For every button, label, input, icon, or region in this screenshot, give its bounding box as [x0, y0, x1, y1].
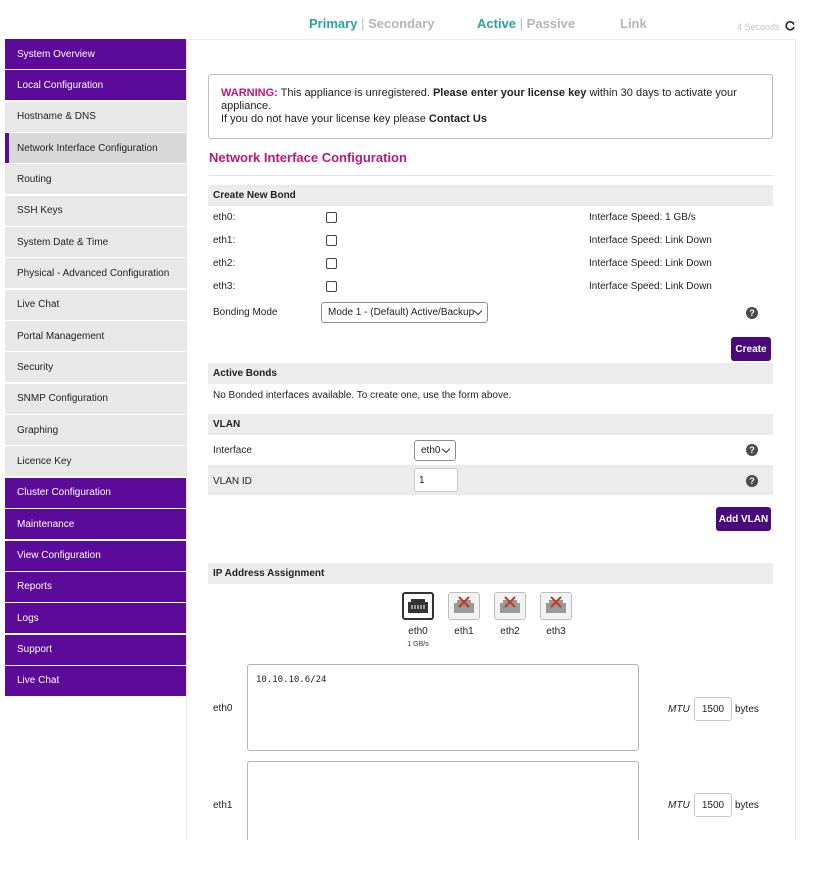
primary-secondary-status: [309, 16, 435, 31]
sidebar-item-label: Licence Key: [17, 455, 72, 467]
content-frame-top: [186, 39, 796, 40]
sidebar-item-label: Security: [17, 361, 54, 373]
sidebar-item-label: Hostname & DNS: [17, 111, 96, 123]
warning-label: WARNING:: [221, 87, 278, 99]
sidebar-item-label: Graphing: [17, 424, 59, 436]
sidebar-item-system-overview[interactable]: [5, 39, 186, 69]
port-eth3-button[interactable]: [540, 592, 572, 620]
sidebar-item-maintenance[interactable]: [5, 509, 186, 539]
sidebar-item-label: Support: [17, 644, 53, 656]
bonding-mode-select[interactable]: [321, 302, 488, 323]
sidebar-item-label: Local Configuration: [17, 79, 104, 91]
sidebar-item-label: SNMP Configuration: [17, 393, 108, 405]
passive-label: Passive: [526, 16, 576, 31]
sidebar-item-live-chat-sub[interactable]: [5, 290, 186, 320]
ip-row-label: eth1: [213, 800, 233, 811]
sidebar-item-live-chat[interactable]: [5, 666, 186, 696]
help-icon[interactable]: ?: [746, 475, 758, 487]
content-frame-right: [795, 40, 796, 840]
interface-speed: Interface Speed: 1 GB/s: [589, 212, 696, 223]
ip-assignment-heading: IP Address Assignment: [208, 563, 773, 584]
sidebar-item-view-configuration[interactable]: [5, 541, 186, 571]
mtu-unit: bytes: [735, 704, 759, 715]
port-eth0-button[interactable]: [402, 592, 434, 620]
sidebar-item-ssh-keys[interactable]: [5, 196, 186, 226]
refresh-interval: 4 Seconds: [737, 22, 780, 32]
eth1-ip-textarea[interactable]: [247, 761, 639, 840]
warning-emphasis: Please enter your license key: [432, 87, 587, 99]
status-separator: |: [361, 16, 365, 31]
port-label: eth1: [454, 626, 474, 637]
help-icon[interactable]: ?: [746, 307, 758, 319]
create-bond-heading: Create New Bond: [208, 185, 773, 206]
primary-label: Primary: [309, 16, 358, 31]
sidebar-item-label: SSH Keys: [17, 205, 63, 217]
link-status: Link: [620, 16, 647, 31]
bonding-mode-label: Bonding Mode: [213, 307, 278, 318]
chevron-down-icon: [442, 445, 450, 453]
vlan-id-input[interactable]: 1: [414, 468, 458, 492]
sidebar-item-label: Maintenance: [17, 518, 75, 530]
interface-speed: Interface Speed: Link Down: [589, 258, 712, 269]
vlan-id-row: [208, 465, 773, 495]
port-label: eth2: [500, 626, 520, 637]
no-bonds-message: No Bonded interfaces available. To create one, use the form above.: [213, 390, 512, 401]
bond-iface-label: eth0:: [213, 212, 236, 223]
vlan-interface-value: eth0: [421, 445, 441, 456]
sidebar-item-security[interactable]: [5, 352, 186, 382]
eth0-mtu-input[interactable]: 1500: [694, 697, 732, 721]
sidebar-item-system-date-time[interactable]: [5, 227, 186, 257]
sidebar-item-hostname-dns[interactable]: [5, 102, 186, 132]
sidebar-item-label: Logs: [17, 612, 39, 624]
sidebar-item-cluster-configuration[interactable]: [5, 478, 186, 508]
bond-eth3-checkbox[interactable]: [326, 281, 337, 292]
eth1-mtu-input[interactable]: 1500: [694, 793, 732, 817]
port-label: eth0: [408, 626, 428, 637]
ethernet-port-down-icon: [449, 593, 479, 619]
sidebar-item-graphing[interactable]: [5, 415, 186, 445]
sidebar-item-label: Portal Management: [17, 330, 105, 342]
mtu-unit: bytes: [735, 800, 759, 811]
interface-speed: Interface Speed: Link Down: [589, 235, 712, 246]
bond-iface-label: eth1:: [213, 235, 236, 246]
registration-warning: [208, 74, 773, 139]
vlan-interface-select[interactable]: [414, 440, 456, 461]
sidebar-item-label: View Configuration: [17, 550, 101, 561]
port-label: eth3: [546, 626, 566, 637]
secondary-label: Secondary: [368, 16, 435, 31]
port-eth1-button[interactable]: [448, 592, 480, 620]
title-divider: [209, 175, 773, 176]
bonding-mode-value: Mode 1 - (Default) Active/Backup: [328, 307, 475, 318]
port-speed: 1 GB/s: [407, 641, 429, 648]
sidebar-item-local-configuration[interactable]: [5, 70, 186, 100]
sidebar-item-reports[interactable]: [5, 572, 186, 602]
vlan-interface-row: [208, 435, 773, 465]
bond-eth0-checkbox[interactable]: [326, 212, 337, 223]
contact-us-link[interactable]: Contact Us: [428, 113, 487, 125]
sidebar-item-label: Network Interface Configuration: [17, 142, 158, 154]
warning-text: This appliance is unregistered.: [277, 87, 433, 99]
warning-contact-text: If you do not have your license key please: [221, 113, 429, 125]
sidebar-item-support[interactable]: [5, 635, 186, 665]
create-bond-button[interactable]: Create: [731, 337, 771, 361]
interface-speed: Interface Speed: Link Down: [589, 281, 712, 292]
refresh-icon[interactable]: [784, 20, 796, 32]
sidebar-item-label: Reports: [17, 581, 53, 593]
mtu-label: MTU: [668, 704, 690, 715]
sidebar-item-label: Cluster Configuration: [17, 487, 111, 499]
sidebar-item-snmp-configuration[interactable]: [5, 384, 186, 414]
sidebar-item-label: Routing: [17, 173, 52, 185]
bond-iface-label: eth3:: [213, 281, 236, 292]
ethernet-port-down-icon: [541, 593, 571, 619]
chevron-down-icon: [474, 307, 482, 315]
add-vlan-button[interactable]: Add VLAN: [716, 507, 771, 531]
sidebar-nav: [5, 39, 186, 697]
vlan-interface-label: Interface: [213, 445, 252, 456]
sidebar-item-label: Live Chat: [17, 299, 60, 311]
port-eth2-button[interactable]: [494, 592, 526, 620]
sidebar-item-physical-advanced-configuration[interactable]: [5, 258, 186, 288]
sidebar-item-network-interface-configuration[interactable]: [5, 133, 186, 163]
vlan-heading: VLAN: [208, 414, 773, 435]
ethernet-port-icon: [404, 594, 432, 618]
page-title: Network Interface Configuration: [209, 150, 407, 165]
mtu-label: MTU: [668, 800, 690, 811]
active-passive-status: [477, 16, 575, 31]
bond-eth1-checkbox[interactable]: [326, 235, 337, 246]
sidebar-item-label: System Date & Time: [17, 236, 109, 248]
top-status-bar: [0, 0, 821, 40]
bond-iface-label: eth2:: [213, 258, 236, 269]
sidebar-item-label: Live Chat: [17, 675, 60, 687]
sidebar-item-label: System Overview: [17, 48, 95, 60]
warning-text-cont: within 30 days to activate your appliance.: [221, 87, 737, 112]
ip-row-label: eth0: [213, 703, 233, 714]
sidebar-item-portal-management[interactable]: [5, 321, 186, 351]
ethernet-port-down-icon: [495, 593, 525, 619]
sidebar-item-label: Physical - Advanced Configuration: [17, 267, 170, 279]
eth0-ip-textarea[interactable]: 10.10.10.6/24: [247, 664, 639, 751]
sidebar-item-logs[interactable]: [5, 603, 186, 633]
bond-eth2-checkbox[interactable]: [326, 258, 337, 269]
sidebar-item-routing[interactable]: [5, 164, 186, 194]
help-icon[interactable]: ?: [746, 444, 758, 456]
content-frame-left: [186, 40, 187, 840]
vlan-id-label: VLAN ID: [213, 476, 252, 487]
sidebar-item-licence-key[interactable]: [5, 446, 186, 476]
active-bonds-heading: Active Bonds: [208, 363, 773, 384]
active-label: Active: [477, 16, 517, 31]
status-separator: |: [519, 16, 524, 31]
